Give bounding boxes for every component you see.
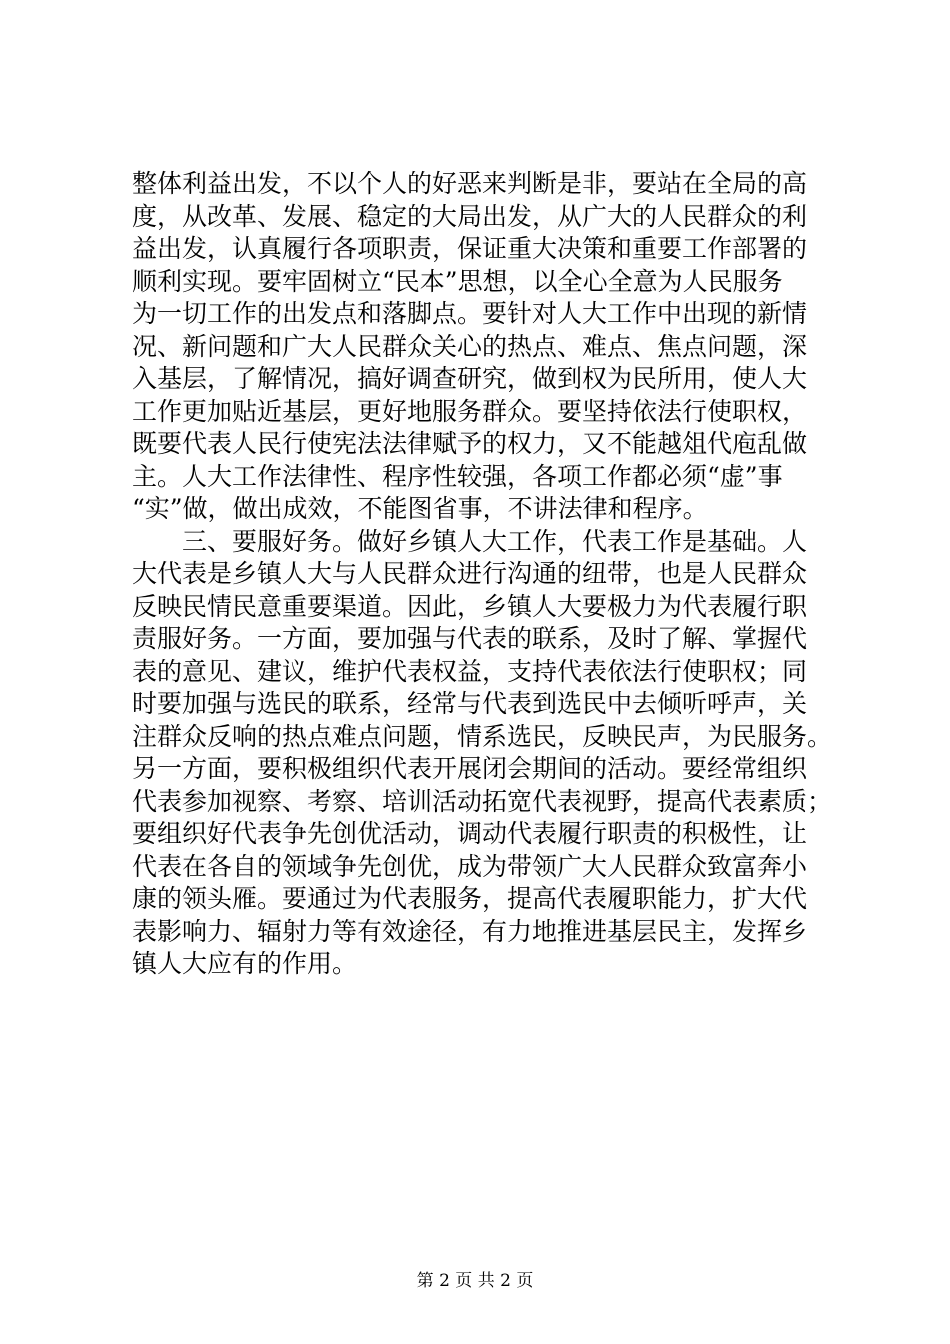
text-line: 顺利实现。要牢固树立“民本”思想，以全心全意为人民服务 <box>132 266 783 296</box>
text-line: 度，从改革、发展、稳定的大局出发，从广大的人民群众的利 <box>132 201 808 231</box>
text-line: 为一切工作的出发点和落脚点。要针对人大工作中出现的新情 <box>132 299 808 328</box>
text-line: 主。人大工作法律性、程序性较强，各项工作都必须“虚”事 <box>132 461 783 491</box>
text-line: 要组织好代表争先创优活动，调动代表履行职责的积极性，让 <box>132 819 808 848</box>
text-line: 整体利益出发，不以个人的好恶来判断是非，要站在全局的高 <box>132 169 808 198</box>
text-line: 三、要服好务。做好乡镇人大工作，代表工作是基础。人 <box>132 526 808 556</box>
text-line: 入基层，了解情况，搞好调查研究，做到权为民所用，使人大 <box>132 364 808 393</box>
text-line: 康的领头雁。要通过为代表服务，提高代表履职能力，扩大代 <box>132 884 808 913</box>
text-line: 益出发，认真履行各项职责，保证重大决策和重要工作部署的 <box>132 234 808 263</box>
text-line: 反映民情民意重要渠道。因此，乡镇人大要极力为代表履行职 <box>132 591 808 621</box>
page-footer: 第 2 页 共 2 页 <box>416 1271 534 1291</box>
text-line: 时要加强与选民的联系，经常与代表到选民中去倾听呼声，关 <box>132 689 808 718</box>
text-line: 责服好务。一方面，要加强与代表的联系，及时了解、掌握代 <box>132 624 808 653</box>
text-line: 工作更加贴近基层，更好地服务群众。要坚持依法行使职权， <box>132 396 808 426</box>
text-line: 况、新问题和广大人民群众关心的热点、难点、焦点问题，深 <box>132 331 808 361</box>
text-line: 既要代表人民行使宪法法律赋予的权力，又不能越俎代庖乱做 <box>132 429 808 458</box>
text-line: 镇人大应有的作用。 <box>132 949 358 978</box>
body-text <box>132 168 832 981</box>
text-line: 注群众反响的热点难点问题，情系选民，反映民声，为民服务。 <box>132 721 833 751</box>
text-line: 代表在各自的领域争先创优，成为带领广大人民群众致富奔小 <box>132 851 808 881</box>
text-line: 表的意见、建议，维护代表权益，支持代表依法行使职权；同 <box>132 656 808 686</box>
text-line: “实”做，做出成效，不能图省事，不讲法律和程序。 <box>132 494 708 523</box>
text-line: 代表参加视察、考察、培训活动拓宽代表视野，提高代表素质； <box>132 786 833 816</box>
text-line: 大代表是乡镇人大与人民群众进行沟通的纽带，也是人民群众 <box>132 559 808 588</box>
text-line: 表影响力、辐射力等有效途径，有力地推进基层民主，发挥乡 <box>132 916 808 946</box>
text-line: 另一方面，要积极组织代表开展闭会期间的活动。要经常组织 <box>132 754 808 783</box>
